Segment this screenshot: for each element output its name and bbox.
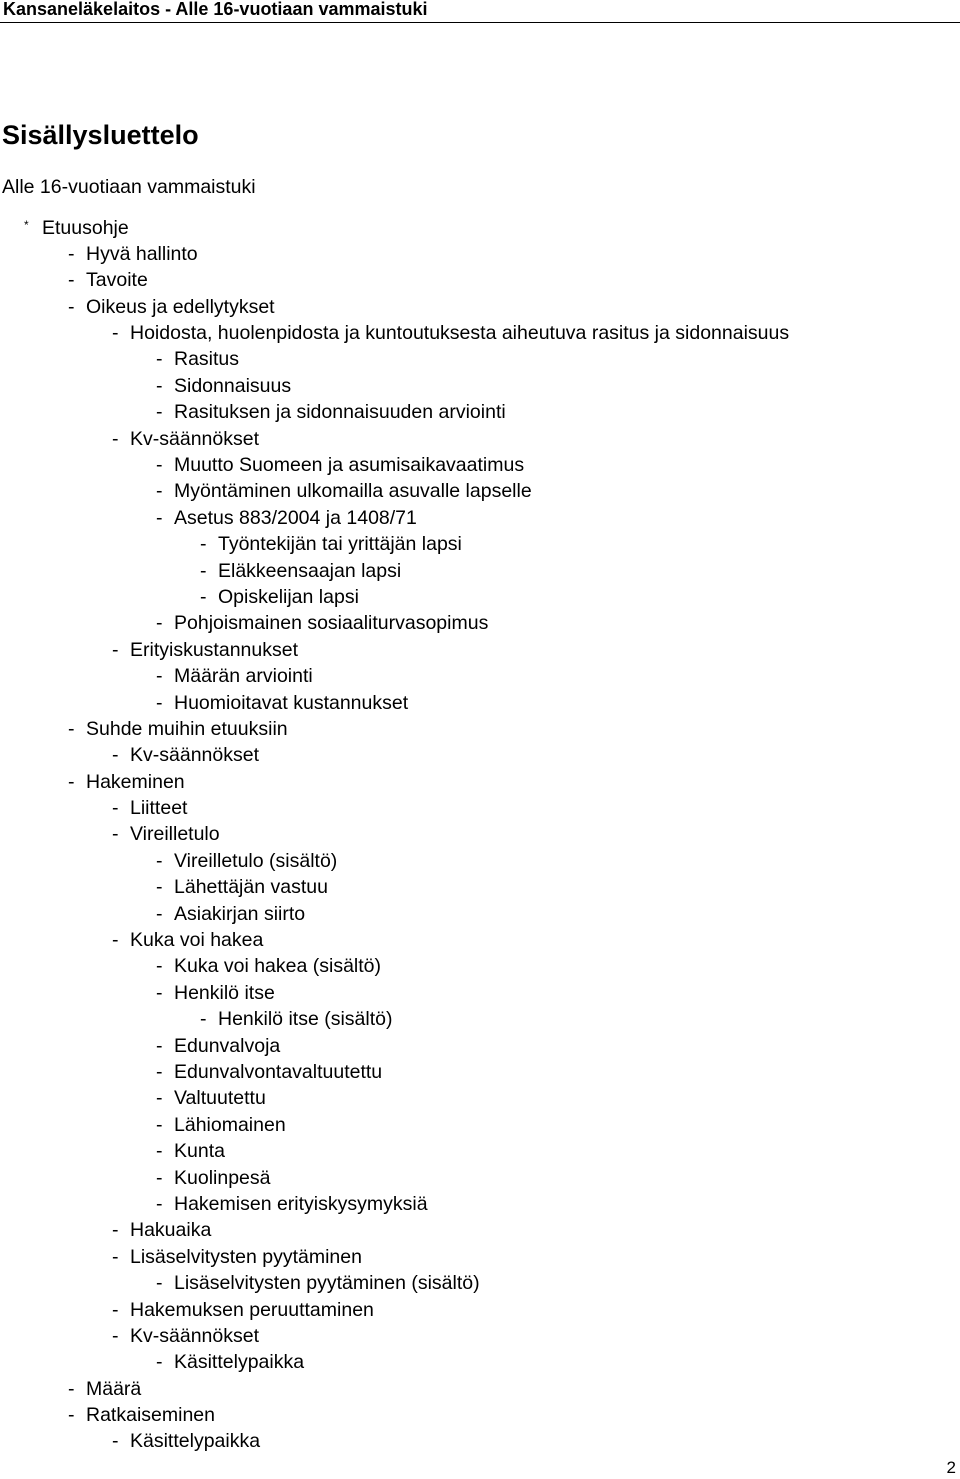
toc-entry[interactable] [0,373,789,399]
dash-bullet-icon: - [112,797,119,820]
toc-entry[interactable] [0,478,789,504]
toc-entry[interactable] [0,1112,789,1138]
dash-bullet-icon: - [156,902,163,925]
toc-entry[interactable] [0,215,789,241]
toc-entry[interactable] [0,426,789,452]
dash-bullet-icon: - [200,585,207,608]
toc-entry[interactable] [0,1349,789,1375]
toc-entry-label: Työntekijän tai yrittäjän lapsi [218,533,462,556]
toc-entry-label: Etuusohje [42,216,129,239]
toc-entry[interactable] [0,1402,789,1428]
dash-bullet-icon: - [156,849,163,872]
toc-entry[interactable] [0,505,789,531]
toc-entry-label: Vireilletulo (sisältö) [174,849,338,872]
asterisk-bullet-icon: * [24,217,29,232]
dash-bullet-icon: - [156,981,163,1004]
toc-entry-label: Kv-säännökset [130,1324,259,1347]
toc-entry[interactable] [0,874,789,900]
dash-bullet-icon: - [112,823,119,846]
toc-entry[interactable] [0,1270,789,1296]
toc-entry[interactable] [0,610,789,636]
toc-entry[interactable] [0,1191,789,1217]
dash-bullet-icon: - [156,1272,163,1295]
toc-entry-label: Hakuaika [130,1219,212,1242]
dash-bullet-icon: - [156,1351,163,1374]
toc-entry[interactable] [0,1006,789,1032]
toc-entry-label: Hoidosta, huolenpidosta ja kuntoutuksesta aiheutuva rasitus ja sidonnaisuus [130,322,790,345]
toc-entry[interactable] [0,901,789,927]
toc-entry[interactable] [0,742,789,768]
dash-bullet-icon: - [156,506,163,529]
toc-entry-label: Hakeminen [86,770,185,793]
dash-bullet-icon: - [156,1061,163,1083]
page-number: 2 [946,1458,956,1477]
toc-entry[interactable] [0,821,789,847]
dash-bullet-icon: - [112,427,119,450]
dash-bullet-icon: - [68,717,75,740]
dash-bullet-icon: - [112,1219,119,1242]
toc-entry[interactable] [0,558,789,584]
toc-entry[interactable] [0,769,789,795]
toc-entry-label: Eläkkeensaajan lapsi [218,559,402,582]
dash-bullet-icon: - [68,770,75,793]
toc-entry-label: Muutto Suomeen ja asumisaikavaatimus [174,454,525,477]
dash-bullet-icon: - [68,1377,75,1400]
toc-entry-label: Käsittelypaikka [130,1430,261,1453]
toc-entry[interactable] [0,294,789,320]
dash-bullet-icon: - [156,1140,163,1163]
toc-entry[interactable] [0,452,789,478]
dash-bullet-icon: - [156,665,163,688]
toc-entry-label: Asiakirjan siirto [174,902,306,925]
toc-entry[interactable] [0,953,789,979]
toc-entry-label: Pohjoismainen sosiaaliturvasopimus [174,612,489,635]
dash-bullet-icon: - [156,374,163,397]
toc-entry-label: Hakemuksen peruuttaminen [130,1298,374,1321]
dash-bullet-icon: - [200,533,207,556]
toc-entry-label: Kunta [174,1140,225,1163]
toc-entry-label: Liitteet [130,797,188,820]
running-header: Kansaneläkelaitos - Alle 16-vuotiaan vammaistuki [3,0,428,19]
toc-entry-label: Määrän arviointi [174,665,313,688]
toc-entry-label: Käsittelypaikka [174,1351,305,1374]
toc-entry[interactable] [0,1165,789,1191]
toc-entry[interactable] [0,848,789,874]
dash-bullet-icon: - [112,1324,119,1347]
toc-entry[interactable] [0,795,789,821]
toc-entry-label: Henkilö itse (sisältö) [218,1008,393,1031]
toc-entry-label: Kv-säännökset [130,427,259,450]
toc-entry-label: Kuka voi hakea [130,929,264,952]
toc-entry[interactable] [0,1217,789,1243]
toc-entry-label: Kv-säännökset [130,744,259,767]
toc-entry-label: Sidonnaisuus [174,374,292,397]
toc-entry-label: Ratkaiseminen [86,1404,215,1427]
dash-bullet-icon: - [156,1034,163,1057]
dash-bullet-icon: - [156,401,163,424]
toc-entry[interactable] [0,1085,789,1111]
toc-entry-label: Määrä [86,1377,142,1400]
dash-bullet-icon: - [112,322,119,345]
toc-entry-label: Edunvalvontavaltuutettu [174,1061,383,1083]
toc-entry-label: Edunvalvoja [174,1034,281,1057]
toc-entry-label: Hyvä hallinto [86,242,198,265]
dash-bullet-icon: - [156,1192,163,1215]
dash-bullet-icon: - [156,876,163,899]
toc-entry-label: Lisäselvitysten pyytäminen [130,1245,362,1268]
toc-entry[interactable] [0,1297,789,1323]
dash-bullet-icon: - [200,559,207,582]
dash-bullet-icon: - [68,269,75,292]
dash-bullet-icon: - [156,1166,163,1189]
toc-entry-label: Tavoite [86,269,148,292]
toc-list [0,215,789,1455]
dash-bullet-icon: - [68,295,75,318]
toc-entry-label: Lisäselvitysten pyytäminen (sisältö) [174,1272,480,1295]
toc-entry[interactable] [0,241,789,267]
toc-entry[interactable] [0,980,789,1006]
toc-entry[interactable] [0,399,789,425]
dash-bullet-icon: - [156,1087,163,1110]
dash-bullet-icon: - [156,955,163,978]
toc-entry-label: Rasitus [174,348,240,371]
toc-entry[interactable] [0,637,789,663]
toc-entry-label: Lähiomainen [174,1113,286,1136]
toc-entry[interactable] [0,1059,789,1085]
toc-entry-label: Vireilletulo [130,823,220,846]
dash-bullet-icon: - [156,454,163,477]
toc-entry-label: Kuolinpesä [174,1166,271,1189]
dash-bullet-icon: - [68,242,75,265]
toc-entry-label: Henkilö itse [174,981,275,1004]
dash-bullet-icon: - [156,691,163,714]
dash-bullet-icon: - [200,1008,207,1031]
dash-bullet-icon: - [156,612,163,635]
toc-entry[interactable] [0,320,789,346]
toc-entry-label: Valtuutettu [174,1087,266,1110]
toc-entry[interactable] [0,927,789,953]
toc-entry[interactable] [0,1244,789,1270]
dash-bullet-icon: - [112,1298,119,1321]
dash-bullet-icon: - [112,929,119,952]
header-divider [0,22,960,23]
toc-entry[interactable] [0,690,789,716]
dash-bullet-icon: - [112,1430,119,1453]
dash-bullet-icon: - [156,348,163,371]
dash-bullet-icon: - [156,480,163,503]
toc-entry-label: Kuka voi hakea (sisältö) [174,955,382,978]
toc-entry-label: Erityiskustannukset [130,638,298,661]
toc-entry[interactable] [0,1323,789,1349]
toc-entry-label: Myöntäminen ulkomailla asuvalle lapselle [174,480,532,503]
dash-bullet-icon: - [112,638,119,661]
dash-bullet-icon: - [112,1245,119,1268]
toc-entry[interactable] [0,663,789,689]
toc-entry[interactable] [0,1428,789,1454]
toc-entry[interactable] [0,584,789,610]
toc-entry-label: Lähettäjän vastuu [174,876,328,899]
toc-entry[interactable] [0,1033,789,1059]
toc-root-entry: Alle 16-vuotiaan vammaistuki [2,176,256,198]
toc-entry[interactable] [0,531,789,557]
toc-entry-label: Opiskelijan lapsi [218,585,359,608]
toc-entry-label: Hakemisen erityiskysymyksiä [174,1192,428,1215]
dash-bullet-icon: - [68,1404,75,1427]
toc-entry-label: Oikeus ja edellytykset [86,295,275,318]
toc-entry[interactable] [0,267,789,293]
dash-bullet-icon: - [156,1113,163,1136]
toc-entry[interactable] [0,1376,789,1402]
toc-entry-label: Huomioitavat kustannukset [174,691,409,714]
toc-entry[interactable] [0,346,789,372]
dash-bullet-icon: - [112,744,119,767]
toc-entry[interactable] [0,716,789,742]
toc-entry-label: Suhde muihin etuuksiin [86,717,288,740]
toc-entry[interactable] [0,1138,789,1164]
toc-entry-label: Rasituksen ja sidonnaisuuden arviointi [174,401,506,424]
toc-entry-label: Asetus 883/2004 ja 1408/71 [174,506,417,529]
toc-title: Sisällysluettelo [2,120,199,150]
